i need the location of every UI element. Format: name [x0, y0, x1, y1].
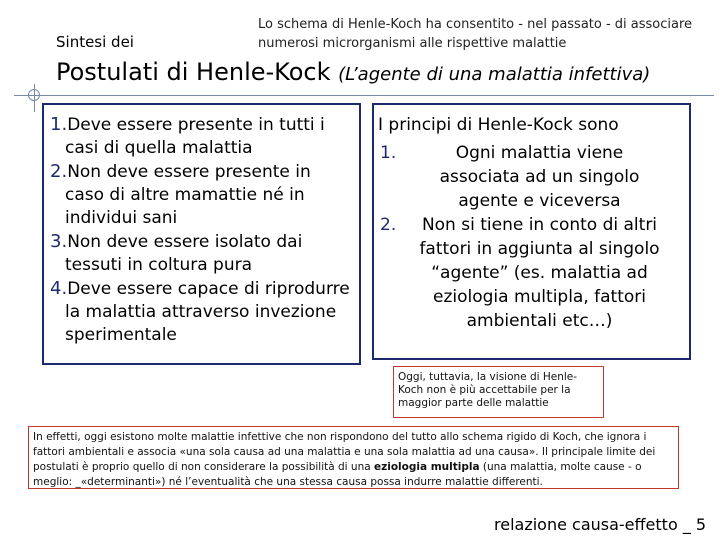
- paragraph-part2: (una malattia, molte cause - o meglio: _«determinanti») né l’eventualità che una stessa causa possa indurre malattie differenti.: [33, 461, 642, 488]
- paragraph-bold: eziologia multipla: [374, 461, 480, 473]
- list-item: [50, 277, 355, 347]
- item-number: 2.: [50, 161, 68, 182]
- rule-ring-icon: [28, 89, 40, 101]
- list-item: [50, 113, 355, 160]
- principles-list: [380, 141, 685, 333]
- item-text: Ogni malattia viene associata ad un singolo agente e viceversa: [439, 143, 640, 211]
- section-label: Sintesi dei: [56, 33, 134, 51]
- page-title: [56, 58, 650, 86]
- list-item: [50, 160, 355, 230]
- item-number: 3.: [50, 231, 68, 252]
- intro-text: Lo schema di Henle-Koch ha consentito - nel passato - di associare numerosi microrganismi alle rispettive malattie: [258, 17, 693, 51]
- item-text: Non si tiene in conto di altri fattori in aggiunta al singolo “agente” (es. malattia ad eziologia multipla, fattori ambientali etc…): [419, 215, 660, 331]
- item-text: Deve essere presente in tutti i casi di quella malattia: [65, 115, 325, 158]
- paragraph-part1: In effetti, oggi esistono molte malattie infettive che non rispondono del tutto allo schema rigido di Koch, che ignora i fattori ambientali e associa «una sola causa ad una malattia e una sola malattia ad una causa». Il principale limite dei postulati è proprio quello di non considerare la possibilità di una: [33, 431, 656, 473]
- title-rule: [14, 95, 714, 96]
- title-main: Postulati di Henle-Kock: [56, 58, 331, 86]
- note-box: Oggi, tuttavia, la visione di Henle-Koch non è più accettabile per la maggior parte delle malattie: [393, 366, 604, 418]
- postulates-list: [50, 113, 355, 347]
- item-number: 1.: [50, 114, 68, 135]
- item-number: 4.: [50, 278, 68, 299]
- item-text: Deve essere capace di riprodurre la malattia attraverso invezione sperimentale: [65, 279, 350, 345]
- item-number: 1.: [380, 143, 397, 163]
- explanation-paragraph: [28, 426, 679, 489]
- list-item: [380, 141, 685, 213]
- list-item: [380, 213, 685, 333]
- list-item: [50, 230, 355, 277]
- footer-label: relazione causa-effetto _ 5: [494, 515, 707, 534]
- item-number: 2.: [380, 215, 397, 235]
- principles-title: I principi di Henle-Kock sono: [378, 115, 619, 135]
- item-text: Non deve essere presente in caso di altre mamattie né in individui sani: [65, 162, 311, 228]
- item-text: Non deve essere isolato dai tessuti in coltura pura: [65, 232, 303, 275]
- title-subtitle: (L’agente di una malattia infettiva): [338, 64, 651, 85]
